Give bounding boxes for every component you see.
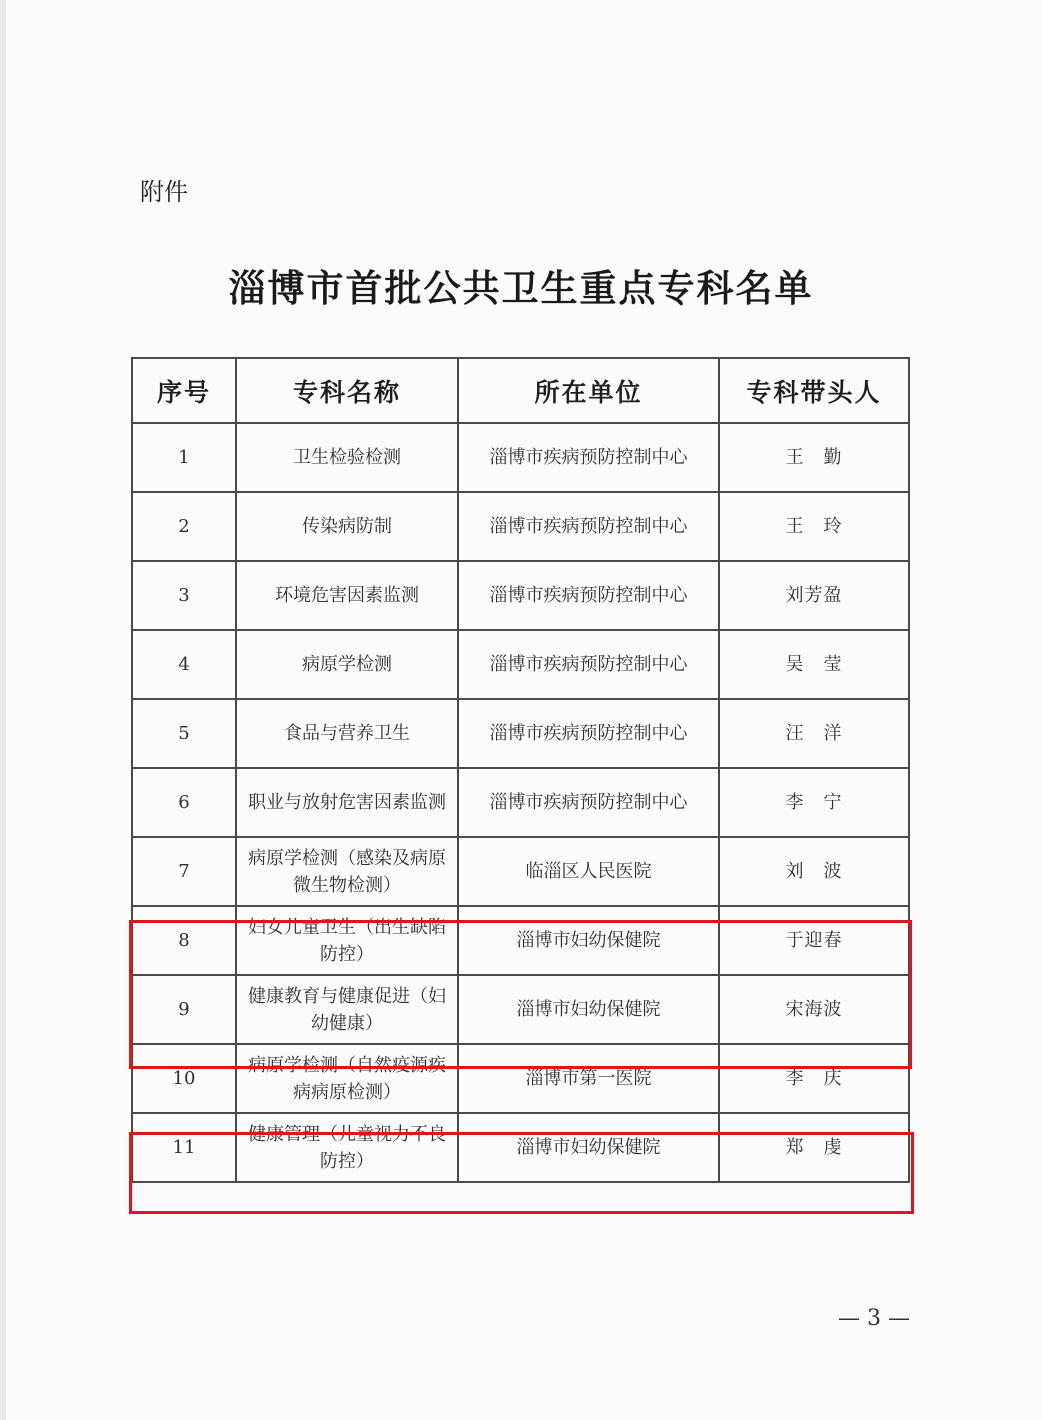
table-row — [132, 630, 909, 699]
table-row — [132, 699, 909, 768]
row-unit: 淄博市疾病预防控制中心 — [458, 630, 719, 699]
table-row — [132, 561, 909, 630]
row-seq: 7 — [132, 837, 236, 906]
row-seq: 3 — [132, 561, 236, 630]
row-seq: 4 — [132, 630, 236, 699]
row-unit: 淄博市第一医院 — [458, 1044, 719, 1113]
row-seq: 11 — [132, 1113, 236, 1182]
row-seq: 2 — [132, 492, 236, 561]
document-title: 淄博市首批公共卫生重点专科名单 — [228, 267, 814, 310]
row-seq: 8 — [132, 906, 236, 975]
row-seq: 5 — [132, 699, 236, 768]
row-specialty: 病原学检测 — [236, 630, 458, 699]
page-edge — [0, 0, 6, 1420]
header-leader: 专科带头人 — [719, 358, 909, 423]
row-specialty: 传染病防制 — [236, 492, 458, 561]
header-seq: 序号 — [132, 358, 236, 423]
row-leader: 李 宁 — [719, 768, 909, 837]
row-leader: 于迎春 — [719, 906, 909, 975]
row-specialty: 职业与放射危害因素监测 — [236, 768, 458, 837]
page-number: — 3 — — [838, 1306, 910, 1331]
row-unit: 临淄区人民医院 — [458, 837, 719, 906]
row-specialty: 环境危害因素监测 — [236, 561, 458, 630]
row-specialty: 卫生检验检测 — [236, 423, 458, 492]
row-seq: 10 — [132, 1044, 236, 1113]
row-specialty: 病原学检测（自然疫源疾病病原检测） — [236, 1044, 458, 1113]
row-seq: 1 — [132, 423, 236, 492]
table-row — [132, 423, 909, 492]
row-specialty: 食品与营养卫生 — [236, 699, 458, 768]
row-leader: 刘芳盈 — [719, 561, 909, 630]
row-leader: 吴 莹 — [719, 630, 909, 699]
row-specialty: 健康教育与健康促进（妇幼健康） — [236, 975, 458, 1044]
highlight-box-row-11 — [129, 1132, 914, 1214]
row-specialty: 妇女儿童卫生（出生缺陷防控） — [236, 906, 458, 975]
row-unit: 淄博市妇幼保健院 — [458, 906, 719, 975]
row-unit: 淄博市妇幼保健院 — [458, 975, 719, 1044]
row-leader: 郑 虔 — [719, 1113, 909, 1182]
table-row — [132, 492, 909, 561]
table-row — [132, 837, 909, 906]
row-leader: 李 庆 — [719, 1044, 909, 1113]
row-unit: 淄博市疾病预防控制中心 — [458, 492, 719, 561]
row-unit: 淄博市疾病预防控制中心 — [458, 423, 719, 492]
row-leader: 王 勤 — [719, 423, 909, 492]
header-unit: 所在单位 — [458, 358, 719, 423]
row-seq: 9 — [132, 975, 236, 1044]
row-unit: 淄博市疾病预防控制中心 — [458, 699, 719, 768]
table-header-row — [132, 358, 909, 423]
attachment-label: 附件 — [140, 178, 188, 206]
row-specialty: 病原学检测（感染及病原微生物检测） — [236, 837, 458, 906]
row-leader: 刘 波 — [719, 837, 909, 906]
highlight-box-rows-8-9 — [129, 920, 912, 1069]
row-leader: 王 玲 — [719, 492, 909, 561]
row-leader: 汪 洋 — [719, 699, 909, 768]
table-row — [132, 768, 909, 837]
header-specialty: 专科名称 — [236, 358, 458, 423]
row-specialty: 健康管理（儿童视力不良防控） — [236, 1113, 458, 1182]
row-unit: 淄博市妇幼保健院 — [458, 1113, 719, 1182]
row-unit: 淄博市疾病预防控制中心 — [458, 561, 719, 630]
row-seq: 6 — [132, 768, 236, 837]
row-leader: 宋海波 — [719, 975, 909, 1044]
row-unit: 淄博市疾病预防控制中心 — [458, 768, 719, 837]
